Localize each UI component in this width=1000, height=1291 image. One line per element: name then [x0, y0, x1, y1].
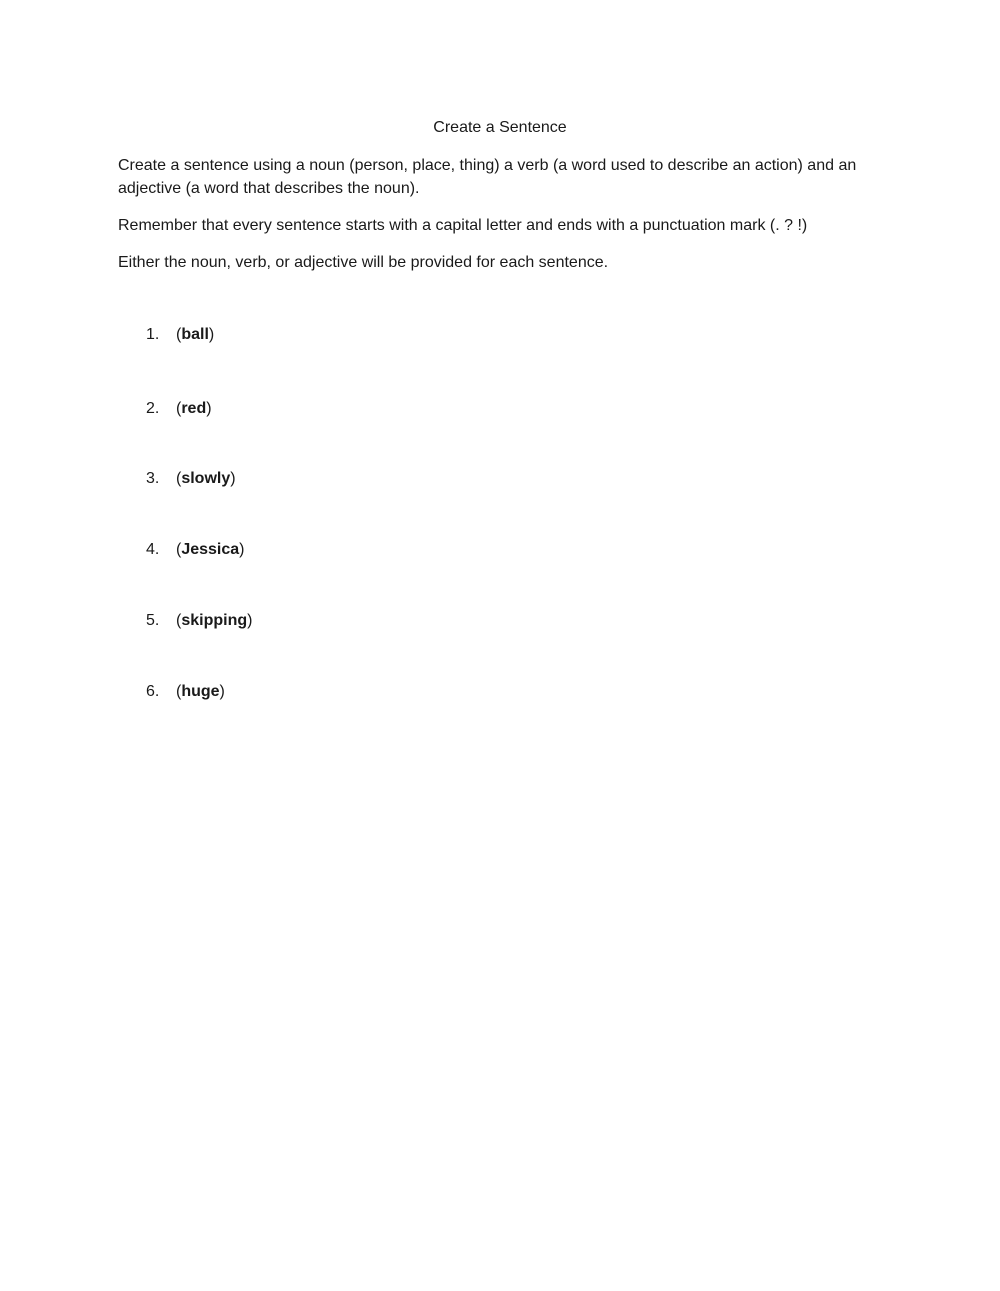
list-item — [146, 610, 252, 632]
open-paren: ( — [176, 541, 182, 558]
item-word: skipping — [181, 612, 248, 629]
close-paren: ) — [247, 612, 253, 629]
item-number: 2. — [146, 400, 160, 417]
open-paren: ( — [176, 683, 182, 700]
list-item — [146, 398, 212, 420]
item-word: ball — [181, 326, 209, 343]
close-paren: ) — [219, 683, 225, 700]
close-paren: ) — [206, 400, 212, 417]
page-title: Create a Sentence — [433, 119, 567, 136]
open-paren: ( — [176, 470, 182, 487]
item-number: 6. — [146, 683, 160, 700]
item-word: huge — [181, 683, 220, 700]
list-item — [146, 324, 214, 346]
list-item — [146, 539, 245, 561]
close-paren: ) — [208, 326, 215, 343]
open-paren: ( — [176, 400, 182, 417]
item-word: red — [181, 400, 207, 417]
open-paren: ( — [176, 612, 182, 629]
item-number: 4. — [146, 541, 160, 558]
item-number: 3. — [146, 470, 160, 487]
close-paren: ) — [230, 470, 236, 487]
item-number: 5. — [146, 612, 160, 629]
item-word: slowly — [181, 470, 231, 487]
list-item — [146, 681, 225, 703]
close-paren: ) — [239, 541, 245, 558]
open-paren: ( — [176, 326, 182, 343]
item-word: Jessica — [181, 541, 240, 558]
instruction-paragraph: Either the noun, verb, or adjective will be provided for each sentence. — [118, 254, 609, 271]
instruction-paragraph: Remember that every sentence starts with a capital letter and ends with a punctuation mark (. ? !) — [118, 217, 808, 234]
list-item — [146, 468, 236, 490]
item-number: 1. — [146, 326, 160, 343]
instruction-paragraph: Create a sentence using a noun (person, place, thing) a verb (a word used to describe an action) and an adjective (a word that describes the noun). — [118, 157, 857, 197]
